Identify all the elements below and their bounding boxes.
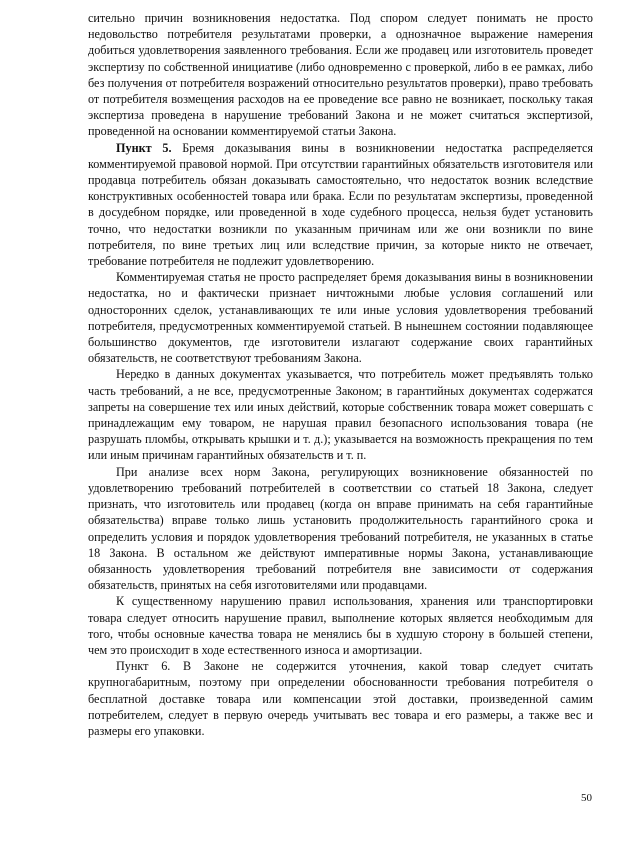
paragraph-text: Бремя доказывания вины в возникновении недостатка распределяется комментируемой правовой нормой. При отсутствии гарантийных обязательств изготовителя или продавца потребитель обязан доказывать самостоятельно, что недостаток возник вследствие конструктивных особенностей товара или брака. Если по результатам экспертизы, проведенной в досудебном порядке, или проведенной в ходе судебного процесса, нельзя будет установить точно, что недостатки возникли по указанным причинам или же они возникли по вине потребителя, по вине третьих лиц или вследствие причин, за которые никто не отвечает, требование потребителя не подлежит удовлетворению. <box>88 140 593 269</box>
document-page <box>88 10 593 739</box>
paragraph-warranty-documents <box>88 366 593 463</box>
paragraph-point-6 <box>88 658 593 739</box>
paragraph-commentary <box>88 269 593 366</box>
paragraph-text: сительно причин возникновения недостатка. Под спором следует понимать не просто недовольство потребителя результатами проверки, а однозначное выражение намерения добиться удовлетворения заявленного требования. Если же продавец или изготовитель проведет экспертизу по собственной инициативе (либо одновременно с проверкой, либо в ее рамках, либо без получения от потребителя возражений относительно результатов проверки), право требовать от потребителя возмещения расходов на ее проведение все равно не возникает, поскольку такая экспертиза проведена в нарушение требований Закона и не может считаться экспертизой, проведенной на основании комментируемой статьи Закона. <box>88 11 593 139</box>
paragraph-lead-point-5: Пункт 5. <box>116 140 172 155</box>
paragraph-text: При анализе всех норм Закона, регулирующих возникновение обязанностей по удовлетворению требований потребителей в соответствии со статьей 18 Закона, следует признать, что изготовитель или продавец (когда он вправе принимать на себя гарантийные обязательства) вправе только лишь установить продолжительность гарантийного срока и определить условия и порядок удовлетворения требований потребителя, не указанных в статье 18 Закона. В остальном же действуют императивные нормы Закона, устанавливающие обязанность удовлетворения требований потребителя вне зависимости от содержания обязательств, принятых на себя изготовителями или продавцами. <box>88 464 593 593</box>
paragraph-text: К существенному нарушению правил использования, хранения или транспортировки товара следует относить нарушение правил, выполнение которых является необходимым для того, чтобы основные качества товара не менялись бы в худшую сторону в большей степени, чем это происходит в ходе естественного износа и амортизации. <box>88 594 593 657</box>
paragraph-continuation <box>88 10 593 140</box>
paragraph-text: Пункт 6. В Законе не содержится уточнения, какой товар следует считать крупногабаритным, поэтому при определении обоснованности требования потребителя о бесплатной доставке товара или компенсации этой доставки, произведенной самим потребителем, следует в первую очередь учитывать вес товара и его размеры, а также вес и размеры его упаковки. <box>88 659 593 738</box>
page-number: 50 <box>581 792 592 804</box>
paragraph-analysis <box>88 464 593 594</box>
paragraph-point-5 <box>88 140 593 270</box>
paragraph-text: Комментируемая статья не просто распределяет бремя доказывания вины в возникновении недостатка, но и фактически признает ничтожными любые условия соглашений или односторонних сделок, устанавливающих те или иные условия удовлетворения требований потребителя, предусмотренных комментируемой статьей. В нынешнем состоянии подавляющее большинство документов, где изготовители излагают содержание своих гарантийных обязательств, не соответствуют требованиям Закона. <box>88 270 593 366</box>
paragraph-text: Нередко в данных документах указывается, что потребитель может предъявлять только часть требований, а не все, предусмотренные Законом; в гарантийных документах содержатся запреты на совершение тех или иных действий, которые собственник товара может совершать с принадлежащим ему товаром, не нарушая правил безопасного использования товара (не разрушать пломбы, открывать крышки и т. д.); указывается на возможность прекращения по тем или иным причинам гарантийных обязательств и т. п. <box>88 367 593 463</box>
paragraph-violations <box>88 593 593 658</box>
